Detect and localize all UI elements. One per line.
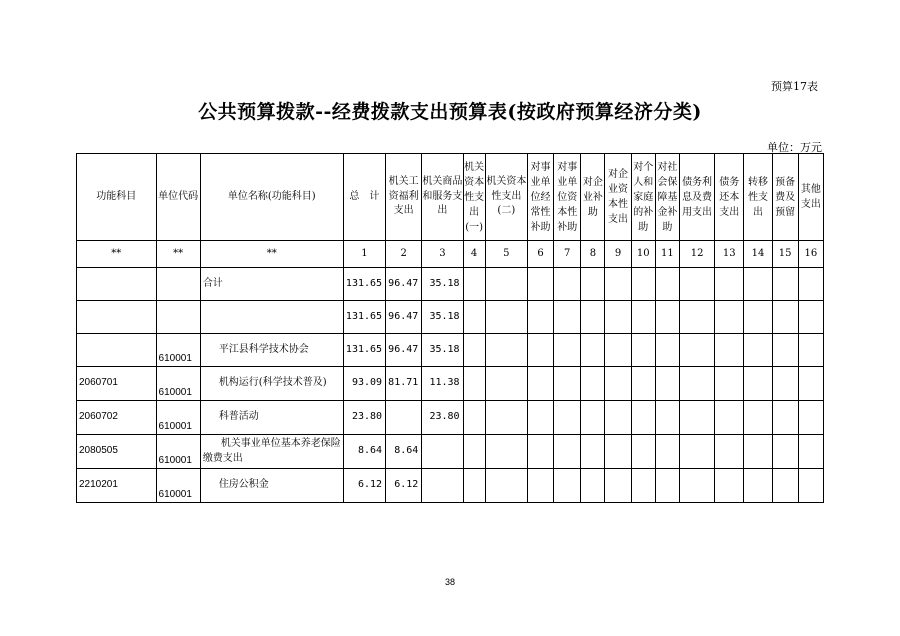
index-cell: 14 [744,241,772,268]
table-row [77,334,824,367]
budget-table [76,153,824,503]
unit-code-cell: 610001 [156,401,200,435]
func-subject-cell: 2210201 [77,469,157,503]
col-3-cell: 35.18 [422,334,463,367]
col-3-cell [422,435,463,469]
col-3-cell [422,469,463,503]
index-cell: 10 [631,241,655,268]
col-2-cell: 96.47 [386,334,422,367]
func-subject-cell: 2060701 [77,367,157,401]
header-unit-code: 单位代码 [156,154,200,241]
index-cell: 4 [463,241,485,268]
index-row [77,241,824,268]
header-col-5: 机关资本性支出(二) [485,154,527,241]
index-cell: 15 [772,241,798,268]
index-cell: 13 [715,241,744,268]
header-total: 总 计 [343,154,385,241]
col-2-cell [386,401,422,435]
header-col-15: 预备费及预留 [772,154,798,241]
index-cell: 6 [527,241,553,268]
unit-name-cell: 合计 [200,268,343,301]
func-subject-cell: 2060702 [77,401,157,435]
index-cell: 12 [679,241,714,268]
index-cell: 16 [798,241,823,268]
table-row [77,435,824,469]
func-subject-cell [77,268,157,301]
header-col-8: 对企业补助 [581,154,605,241]
unit-name-cell: 科普活动 [200,401,343,435]
header-func-subject: 功能科目 [77,154,157,241]
total-cell: 131.65 [343,301,385,334]
header-col-12: 债务利息及费用支出 [679,154,714,241]
index-cell: ** [200,241,343,268]
header-col-2: 机关工资福利支出 [386,154,422,241]
total-cell: 131.65 [343,268,385,301]
index-cell: 1 [343,241,385,268]
index-cell: 9 [605,241,631,268]
total-cell: 6.12 [343,469,385,503]
col-3-cell: 23.80 [422,401,463,435]
unit-code-cell [156,268,200,301]
table-row-total [77,268,824,301]
total-cell: 131.65 [343,334,385,367]
form-number: 预算17表 [771,80,818,93]
header-col-10: 对个人和家庭的补助 [631,154,655,241]
index-cell: 7 [554,241,581,268]
header-col-6: 对事业单位经常性补助 [527,154,553,241]
col-3-cell: 35.18 [422,301,463,334]
header-col-13: 债务还本支出 [715,154,744,241]
unit-code-cell: 610001 [156,367,200,401]
unit-name-cell [200,301,343,334]
col-3-cell: 35.18 [422,268,463,301]
table-row [77,469,824,503]
unit-name-cell: 住房公积金 [200,469,343,503]
index-cell: 2 [386,241,422,268]
col-2-cell: 96.47 [386,268,422,301]
table-row [77,401,824,435]
header-col-16: 其他支出 [798,154,823,241]
table-row [77,301,824,334]
index-cell: 3 [422,241,463,268]
col-2-cell: 96.47 [386,301,422,334]
unit-code-cell: 610001 [156,334,200,367]
index-cell: 8 [581,241,605,268]
col-3-cell: 11.38 [422,367,463,401]
unit-code-cell: 610001 [156,469,200,503]
page-number: 38 [444,577,455,587]
unit-code-cell [156,301,200,334]
index-cell: 5 [485,241,527,268]
unit-label: 单位：万元 [767,141,822,154]
document-title: 公共预算拨款--经费拨款支出预算表(按政府预算经济分类) [198,101,702,123]
header-row [77,154,824,241]
index-cell: ** [77,241,157,268]
index-cell: 11 [655,241,679,268]
header-col-7: 对事业单位资本性补助 [554,154,581,241]
unit-name-cell: 机关事业单位基本养老保险缴费支出 [200,435,343,469]
unit-code-cell: 610001 [156,435,200,469]
func-subject-cell [77,301,157,334]
header-col-11: 对社会保障基金补助 [655,154,679,241]
index-cell: ** [156,241,200,268]
col-2-cell: 81.71 [386,367,422,401]
unit-name-cell: 平江县科学技术协会 [200,334,343,367]
header-col-14: 转移性支出 [744,154,772,241]
header-col-4: 机关资本性支出(一) [463,154,485,241]
unit-name-cell: 机构运行(科学技术普及) [200,367,343,401]
table-row [77,367,824,401]
func-subject-cell [77,334,157,367]
col-2-cell: 8.64 [386,435,422,469]
header-col-9: 对企业资本性支出 [605,154,631,241]
total-cell: 23.80 [343,401,385,435]
header-col-3: 机关商品和服务支出 [422,154,463,241]
total-cell: 8.64 [343,435,385,469]
header-unit-name: 单位名称(功能科目) [200,154,343,241]
total-cell: 93.09 [343,367,385,401]
func-subject-cell: 2080505 [77,435,157,469]
col-2-cell: 6.12 [386,469,422,503]
